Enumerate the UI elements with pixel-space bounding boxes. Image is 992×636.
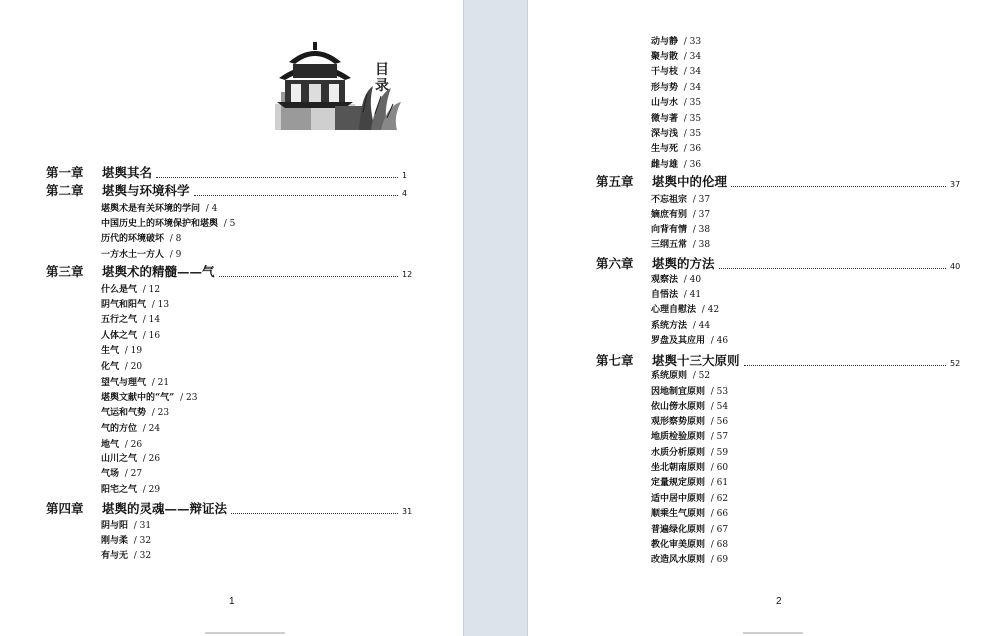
section-title: 自悟法 <box>651 290 679 300</box>
page-separator: / <box>678 144 690 154</box>
section-page-number: 34 <box>689 83 702 93</box>
page-separator: / <box>705 417 717 427</box>
page-separator: / <box>146 378 158 388</box>
toc-section-entry[interactable] <box>651 403 728 412</box>
section-title: 动与静 <box>651 37 679 47</box>
toc-section-entry[interactable] <box>101 347 142 356</box>
section-title: 气场 <box>101 469 120 479</box>
page-separator: / <box>137 315 149 325</box>
section-title: 坐北朝南原则 <box>651 463 706 473</box>
toc-section-entry[interactable] <box>651 211 710 220</box>
page-separator: / <box>678 275 690 285</box>
chapter-title: 堪舆术的精髓——气 <box>102 264 215 279</box>
toc-section-entry[interactable] <box>651 510 728 519</box>
section-title: 三纲五常 <box>651 240 688 250</box>
section-page-number: 36 <box>689 160 702 170</box>
section-page-number: 33 <box>689 37 702 47</box>
section-page-number: 23 <box>157 408 170 418</box>
toc-section-entry[interactable] <box>101 394 197 403</box>
toc-section-entry[interactable] <box>651 145 701 154</box>
section-title: 因地制宜原则 <box>651 387 706 397</box>
chapter-number: 第六章 <box>596 256 634 271</box>
toc-section-entry[interactable] <box>101 205 217 214</box>
section-page-number: 5 <box>229 219 236 229</box>
page-separator: / <box>705 509 717 519</box>
section-page-number: 14 <box>148 315 161 325</box>
toc-section-entry[interactable] <box>651 541 728 550</box>
section-title: 地质检验原则 <box>651 432 706 442</box>
page-separator: / <box>705 432 717 442</box>
section-page-number: 59 <box>716 448 729 458</box>
scan-artifact <box>205 632 285 634</box>
page-separator: / <box>128 536 140 546</box>
section-title: 普遍绿化原则 <box>651 525 706 535</box>
toc-section-entry[interactable] <box>651 115 701 124</box>
section-page-number: 37 <box>698 210 711 220</box>
page-separator: / <box>119 469 131 479</box>
toc-section-entry[interactable] <box>101 301 169 310</box>
section-page-number: 62 <box>716 494 729 504</box>
section-title: 阳宅之气 <box>101 485 138 495</box>
section-page-number: 37 <box>698 195 711 205</box>
section-page-number: 26 <box>148 454 161 464</box>
chapter-title: 堪舆其名 <box>102 165 153 180</box>
page-separator: / <box>687 225 699 235</box>
section-page-number: 24 <box>148 424 161 434</box>
chapter-page-number: 4 <box>402 189 408 198</box>
page-separator: / <box>119 362 131 372</box>
section-title: 向背有情 <box>651 225 688 235</box>
toc-section-entry[interactable] <box>651 449 728 458</box>
toc-section-entry[interactable] <box>651 372 710 381</box>
page-separator: / <box>678 67 690 77</box>
section-page-number: 40 <box>689 275 702 285</box>
toc-section-entry[interactable] <box>651 99 701 108</box>
section-title: 改造风水原则 <box>651 555 706 565</box>
section-title: 气运和气势 <box>101 408 147 418</box>
section-title: 中国历史上的环境保护和堪舆 <box>101 219 219 229</box>
page-separator: / <box>705 336 717 346</box>
chapter-number: 第七章 <box>596 353 634 368</box>
section-page-number: 35 <box>689 98 702 108</box>
section-page-number: 42 <box>707 305 720 315</box>
section-title: 嫡庶有别 <box>651 210 688 220</box>
section-title: 系统原则 <box>651 371 688 381</box>
section-page-number: 66 <box>716 509 729 519</box>
section-page-number: 44 <box>698 321 711 331</box>
toc-section-entry[interactable] <box>101 363 142 372</box>
section-page-number: 52 <box>698 371 711 381</box>
section-title: 历代的环境破坏 <box>101 234 165 244</box>
section-page-number: 9 <box>175 250 182 260</box>
toc-section-entry[interactable] <box>651 556 728 565</box>
page-separator: / <box>678 83 690 93</box>
section-title: 山与水 <box>651 98 679 108</box>
section-page-number: 56 <box>716 417 729 427</box>
section-title: 堪舆术是有关环境的学问 <box>101 204 201 214</box>
section-title: 什么是气 <box>101 285 138 295</box>
section-title: 五行之气 <box>101 315 138 325</box>
scan-artifact <box>743 632 803 634</box>
chapter-number: 第四章 <box>46 501 84 516</box>
toc-section-entry[interactable] <box>651 84 701 93</box>
section-page-number: 54 <box>716 402 729 412</box>
toc-section-entry[interactable] <box>651 291 701 300</box>
page-separator: / <box>705 525 717 535</box>
toc-section-entry[interactable] <box>651 68 701 77</box>
toc-section-entry[interactable] <box>101 316 160 325</box>
section-title: 形与势 <box>651 83 679 93</box>
section-title: 心理自慰法 <box>651 305 697 315</box>
toc-section-entry[interactable] <box>651 161 701 170</box>
section-page-number: 53 <box>716 387 729 397</box>
section-page-number: 20 <box>130 362 143 372</box>
section-page-number: 16 <box>148 331 161 341</box>
section-title: 一方水土一方人 <box>101 250 165 260</box>
page-separator: / <box>137 331 149 341</box>
section-title: 堪舆文献中的“气” <box>101 393 175 403</box>
section-title: 教化审美原则 <box>651 540 706 550</box>
dot-leader <box>219 276 398 277</box>
page-separator: / <box>119 440 131 450</box>
chapter-page-number: 1 <box>402 171 408 180</box>
section-page-number: 19 <box>130 346 143 356</box>
toc-section-entry[interactable] <box>651 322 710 331</box>
page-separator: / <box>705 402 717 412</box>
section-page-number: 35 <box>689 114 702 124</box>
section-title: 罗盘及其应用 <box>651 336 706 346</box>
toc-section-entry[interactable] <box>651 495 728 504</box>
page-separator: / <box>678 52 690 62</box>
page-separator: / <box>687 210 699 220</box>
section-page-number: 32 <box>139 551 152 561</box>
section-title: 不忘祖宗 <box>651 195 688 205</box>
chapter-number: 第三章 <box>46 264 84 279</box>
section-title: 定量规定原则 <box>651 478 706 488</box>
chapter-page-number: 37 <box>950 180 961 189</box>
page-separator: / <box>678 290 690 300</box>
section-page-number: 67 <box>716 525 729 535</box>
chapter-page-number: 40 <box>950 262 961 271</box>
section-title: 气的方位 <box>101 424 138 434</box>
chapter-title: 堪舆的方法 <box>652 256 715 271</box>
chapter-page-number: 12 <box>402 270 413 279</box>
section-title: 微与著 <box>651 114 679 124</box>
toc-section-entry[interactable] <box>101 379 169 388</box>
toc-chapter-entry[interactable] <box>596 355 740 368</box>
page-separator: / <box>678 160 690 170</box>
page-gutter <box>463 0 528 636</box>
toc-section-entry[interactable] <box>101 409 169 418</box>
section-title: 聚与散 <box>651 52 679 62</box>
page-separator: / <box>137 454 149 464</box>
toc-section-entry[interactable] <box>101 537 151 546</box>
toc-section-entry[interactable] <box>651 241 710 250</box>
chapter-page-number: 52 <box>950 359 961 368</box>
page-separator: / <box>705 448 717 458</box>
section-title: 系统方法 <box>651 321 688 331</box>
page-number: 1 <box>229 596 235 607</box>
section-title: 有与无 <box>101 551 129 561</box>
toc-section-entry[interactable] <box>651 526 728 535</box>
toc-section-entry[interactable] <box>101 425 160 434</box>
page-separator: / <box>678 37 690 47</box>
page-separator: / <box>705 555 717 565</box>
toc-section-entry[interactable] <box>101 235 181 244</box>
page-separator: / <box>137 285 149 295</box>
toc-chapter-entry[interactable] <box>46 266 215 279</box>
page-separator: / <box>146 408 158 418</box>
section-title: 雌与雄 <box>651 160 679 170</box>
chapter-title: 堪舆与环境科学 <box>102 183 190 198</box>
toc-chapter-entry[interactable] <box>46 185 190 198</box>
dot-leader <box>194 195 398 196</box>
page-separator: / <box>174 393 186 403</box>
page-separator: / <box>687 321 699 331</box>
page-separator: / <box>137 424 149 434</box>
page-separator: / <box>119 346 131 356</box>
toc-section-entry[interactable] <box>101 220 235 229</box>
page-separator: / <box>705 387 717 397</box>
section-page-number: 26 <box>130 440 143 450</box>
page-separator: / <box>705 540 717 550</box>
toc-section-entry[interactable] <box>651 418 728 427</box>
page-separator: / <box>705 478 717 488</box>
section-page-number: 69 <box>716 555 729 565</box>
toc-section-entry[interactable] <box>101 251 181 260</box>
toc-chapter-entry[interactable] <box>46 167 152 180</box>
toc-page-1 <box>0 0 463 636</box>
chapter-number: 第一章 <box>46 165 84 180</box>
chapter-title: 堪舆十三大原则 <box>652 353 740 368</box>
toc-chapter-entry[interactable] <box>46 503 227 516</box>
toc-section-entry[interactable] <box>101 332 160 341</box>
section-page-number: 23 <box>185 393 198 403</box>
toc-section-entry[interactable] <box>651 226 710 235</box>
page-separator: / <box>678 98 690 108</box>
toc-section-entry[interactable] <box>101 441 142 450</box>
section-title: 干与枝 <box>651 67 679 77</box>
toc-page-2 <box>528 0 992 636</box>
toc-section-entry[interactable] <box>651 276 701 285</box>
chapter-title: 堪舆中的伦理 <box>652 174 728 189</box>
section-title: 山川之气 <box>101 454 138 464</box>
page-separator: / <box>200 204 212 214</box>
page-separator: / <box>137 485 149 495</box>
toc-section-entry[interactable] <box>651 479 728 488</box>
section-page-number: 31 <box>139 521 152 531</box>
toc-section-entry[interactable] <box>651 130 701 139</box>
section-page-number: 32 <box>139 536 152 546</box>
page-separator: / <box>687 195 699 205</box>
section-page-number: 34 <box>689 52 702 62</box>
section-page-number: 41 <box>689 290 702 300</box>
section-title: 人体之气 <box>101 331 138 341</box>
section-title: 生与死 <box>651 144 679 154</box>
section-page-number: 8 <box>175 234 182 244</box>
section-title: 依山傍水原则 <box>651 402 706 412</box>
section-title: 地气 <box>101 440 120 450</box>
dot-leader <box>719 268 946 269</box>
toc-section-entry[interactable] <box>101 455 160 464</box>
dot-leader <box>156 177 398 178</box>
dot-leader <box>744 365 946 366</box>
section-title: 刚与柔 <box>101 536 129 546</box>
pavilion-illustration <box>275 42 405 130</box>
chapter-number: 第二章 <box>46 183 84 198</box>
toc-section-entry[interactable] <box>651 53 701 62</box>
chapter-title: 堪舆的灵魂——辩证法 <box>102 501 228 516</box>
page-separator: / <box>218 219 230 229</box>
section-title: 化气 <box>101 362 120 372</box>
page-separator: / <box>164 250 176 260</box>
toc-section-entry[interactable] <box>101 522 151 531</box>
toc-chapter-entry[interactable] <box>596 258 715 271</box>
section-page-number: 34 <box>689 67 702 77</box>
section-page-number: 4 <box>211 204 218 214</box>
toc-section-entry[interactable] <box>101 486 160 495</box>
section-title: 深与浅 <box>651 129 679 139</box>
section-page-number: 35 <box>689 129 702 139</box>
section-title: 阴与阳 <box>101 521 129 531</box>
section-title: 生气 <box>101 346 120 356</box>
section-title: 阴气和阳气 <box>101 300 147 310</box>
section-page-number: 13 <box>157 300 170 310</box>
section-page-number: 38 <box>698 240 711 250</box>
section-title: 观察法 <box>651 275 679 285</box>
toc-section-entry[interactable] <box>651 38 701 47</box>
section-page-number: 36 <box>689 144 702 154</box>
toc-section-entry[interactable] <box>651 464 728 473</box>
page-separator: / <box>687 371 699 381</box>
page-number: 2 <box>776 596 782 607</box>
page-separator: / <box>678 114 690 124</box>
page-separator: / <box>128 551 140 561</box>
toc-chapter-entry[interactable] <box>596 176 727 189</box>
contents-glyph: 目录 <box>375 62 389 94</box>
section-page-number: 60 <box>716 463 729 473</box>
page-separator: / <box>705 463 717 473</box>
page-separator: / <box>146 300 158 310</box>
toc-section-entry[interactable] <box>651 337 728 346</box>
chapter-page-number: 31 <box>402 507 413 516</box>
page-separator: / <box>164 234 176 244</box>
section-page-number: 21 <box>157 378 170 388</box>
page-separator: / <box>687 240 699 250</box>
section-page-number: 27 <box>130 469 143 479</box>
section-title: 观形察势原则 <box>651 417 706 427</box>
section-title: 望气与理气 <box>101 378 147 388</box>
section-title: 水质分析原则 <box>651 448 706 458</box>
page-separator: / <box>696 305 708 315</box>
toc-section-entry[interactable] <box>101 552 151 561</box>
section-page-number: 57 <box>716 432 729 442</box>
toc-section-entry[interactable] <box>651 433 728 442</box>
page-separator: / <box>678 129 690 139</box>
section-page-number: 29 <box>148 485 161 495</box>
section-page-number: 12 <box>148 285 161 295</box>
section-title: 适中居中原则 <box>651 494 706 504</box>
dot-leader <box>731 186 946 187</box>
toc-section-entry[interactable] <box>101 286 160 295</box>
chapter-number: 第五章 <box>596 174 634 189</box>
page-separator: / <box>128 521 140 531</box>
toc-section-entry[interactable] <box>651 306 719 315</box>
toc-section-entry[interactable] <box>101 470 142 479</box>
page-separator: / <box>705 494 717 504</box>
toc-section-entry[interactable] <box>651 388 728 397</box>
section-page-number: 61 <box>716 478 729 488</box>
section-title: 顺乘生气原则 <box>651 509 706 519</box>
dot-leader <box>231 513 398 514</box>
section-page-number: 46 <box>716 336 729 346</box>
toc-section-entry[interactable] <box>651 196 710 205</box>
section-page-number: 38 <box>698 225 711 235</box>
section-page-number: 68 <box>716 540 729 550</box>
